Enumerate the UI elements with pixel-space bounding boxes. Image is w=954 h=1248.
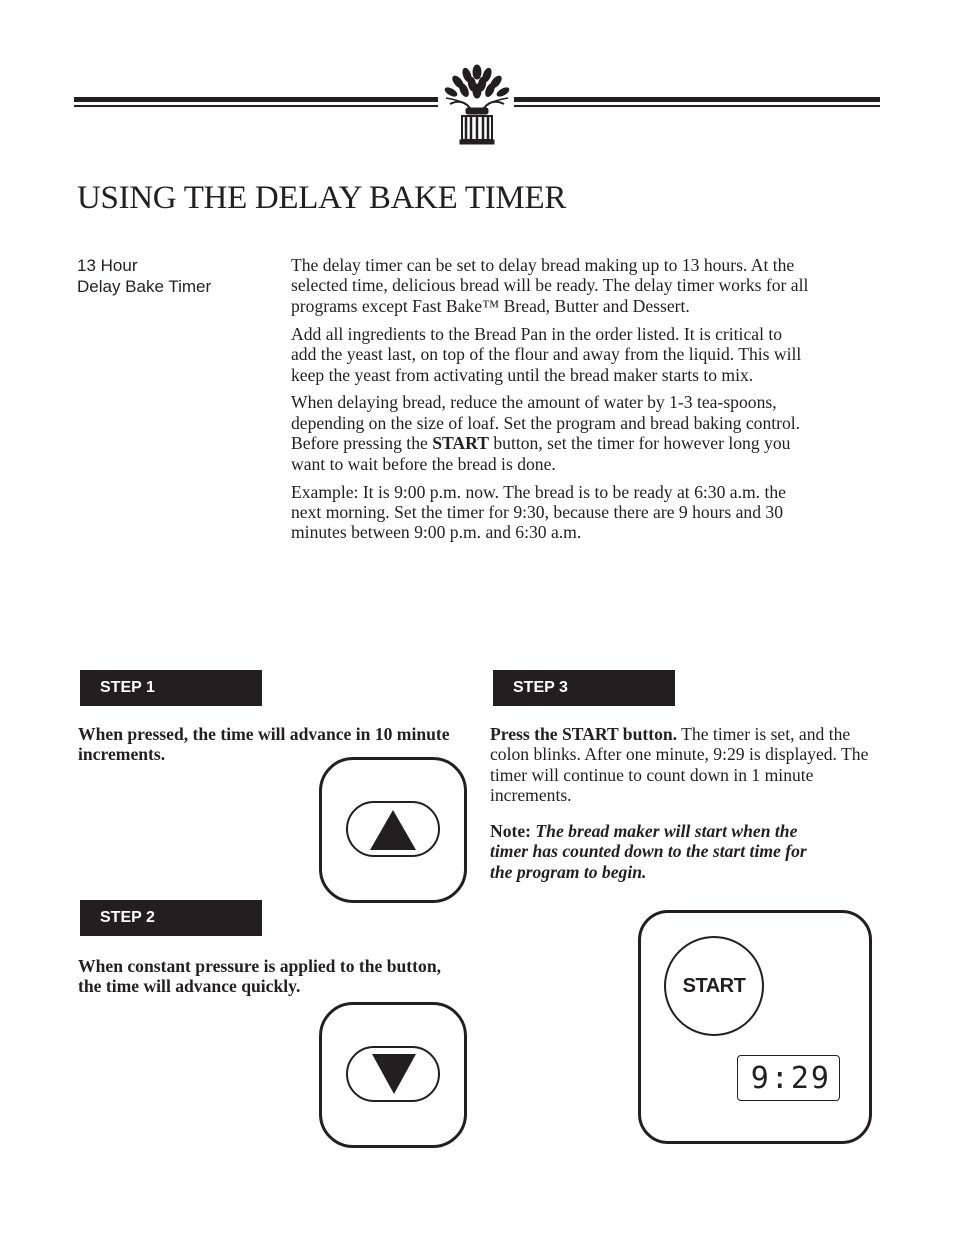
section-label-line1: 13 Hour (77, 256, 138, 275)
step1-header: STEP 1 (80, 670, 262, 706)
page-title: USING THE DELAY BAKE TIMER (77, 180, 567, 216)
step3-text-rest: The timer is set, and the colon blinks. After one minute, 9:29 is displayed. The timer will continue to count down in 1 minute increments. (490, 724, 869, 806)
header-rule-left-thin (74, 105, 438, 107)
paragraph-intro: The delay timer can be set to delay bread making up to 13 hours. At the selected time, delicious bread will be ready. The delay timer works for all programs except Fast Bake™ Bread, Butter and Dessert. (291, 255, 809, 316)
step3-text (490, 724, 882, 806)
header-rule-right-thin (514, 105, 880, 107)
down-arrow-icon (370, 1052, 418, 1096)
step3-header: STEP 3 (493, 670, 675, 706)
header-rule-right-thick (514, 97, 880, 102)
section-label (77, 255, 211, 297)
step2-text: When constant pressure is applied to the button, the time will advance quickly. (78, 956, 442, 997)
note-text: The bread maker will start when the timer has counted down to the start time for the program to begin. (490, 821, 807, 882)
body-text (291, 255, 811, 550)
timer-display: 9:29 (737, 1055, 840, 1101)
start-panel (638, 910, 872, 1144)
step3-text-bold: Press the START button. (490, 724, 678, 744)
section-label-line2: Delay Bake Timer (77, 277, 212, 296)
paragraph-ingredients: Add all ingredients to the Bread Pan in the order listed. It is critical to add the yeast last, on top of the flour and away from the liquid. This will keep the yeast from activating until the bread maker starts to mix. (291, 323, 802, 385)
paragraph-water: When delaying bread, reduce the amount of water by 1-3 tea-spoons, depending on the size of loaf. Set the program and bread baking control. Before pressing the START button, set the timer for however long you want to wait before the bread is done. (291, 392, 801, 474)
start-keyword: START (432, 433, 489, 454)
step1-text: When pressed, the time will advance in 10 minute increments. (78, 724, 450, 765)
step3-note (490, 821, 808, 882)
wheat-sheaf-icon (440, 64, 514, 146)
step2-header: STEP 2 (80, 900, 262, 936)
header-rule-left-thick (74, 97, 438, 102)
start-button[interactable]: START (664, 936, 764, 1036)
note-label: Note: (490, 821, 532, 841)
paragraph-example: Example: It is 9:00 p.m. now. The bread is to be ready at 6:30 a.m. the next morning. Set the timer for 9:30, because there are 9 hours and 30 minutes between 9:00 p.m. and 6:30 a.m. (291, 481, 786, 543)
up-arrow-icon (368, 808, 418, 852)
